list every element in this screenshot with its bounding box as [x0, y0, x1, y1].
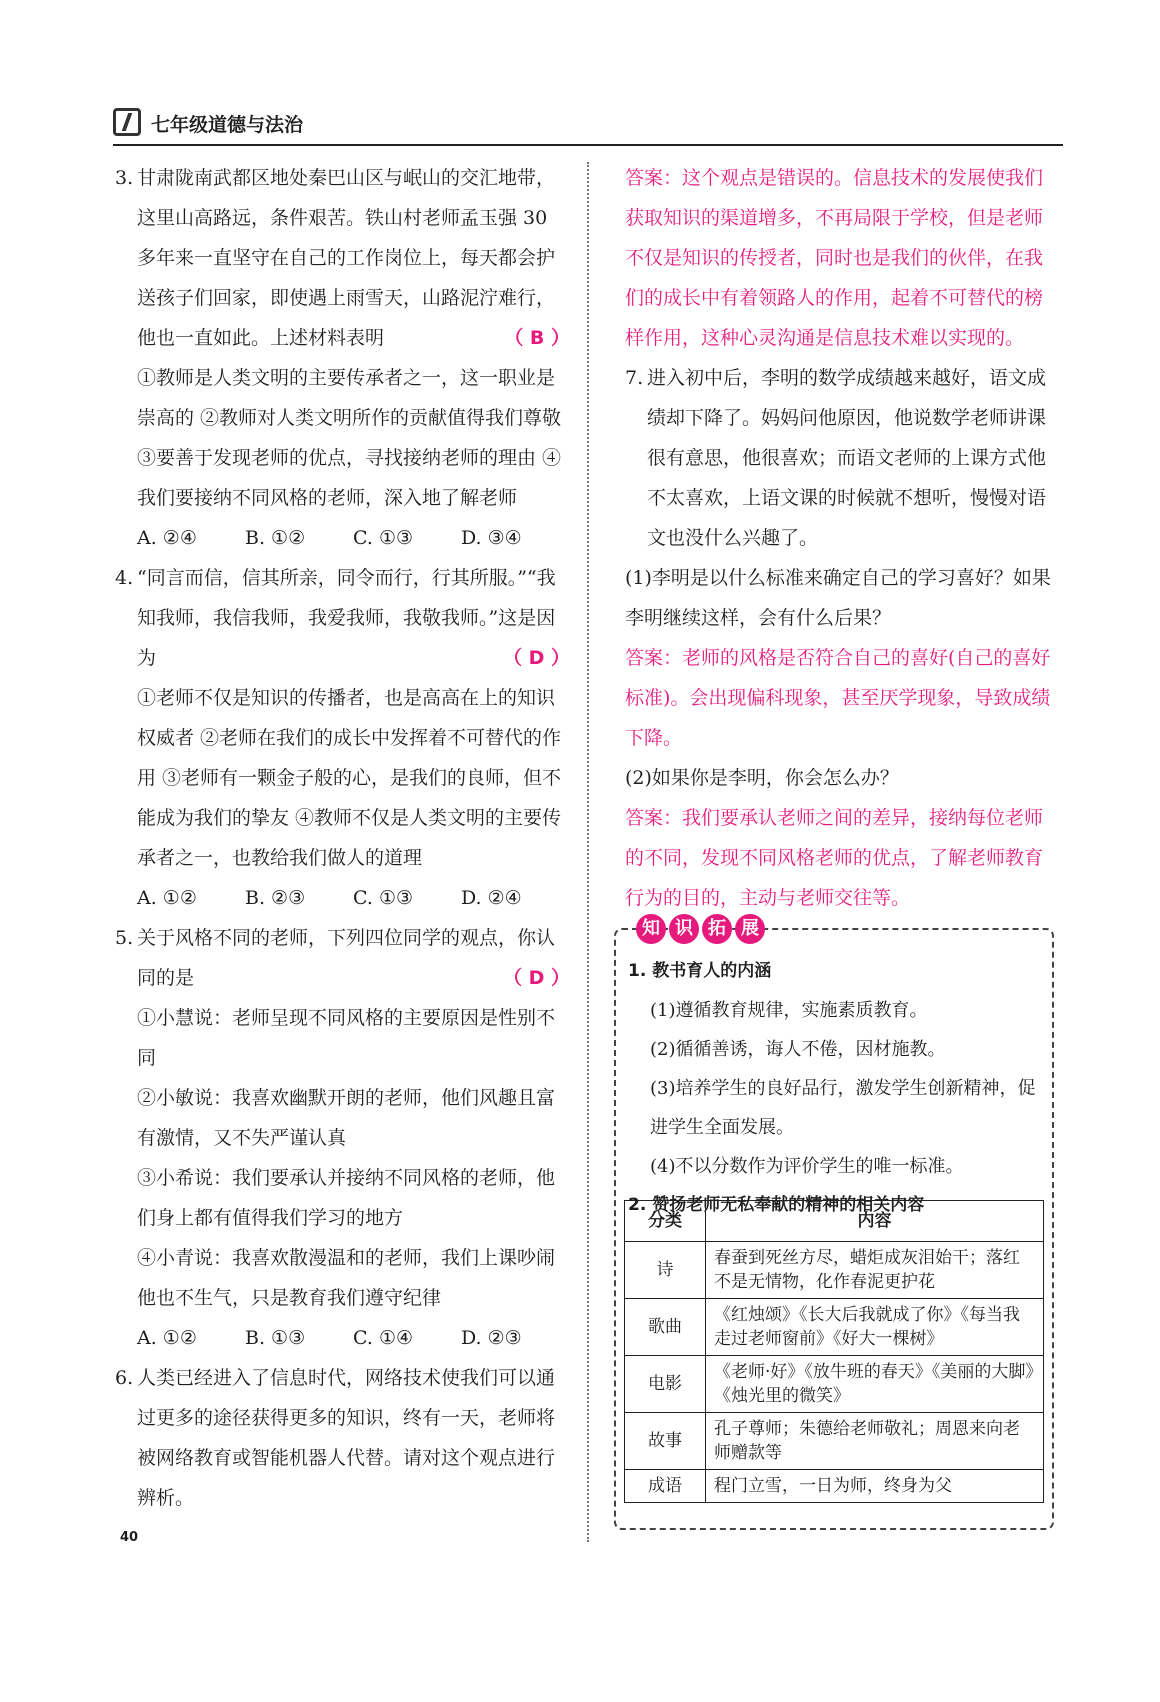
badge-char: 识	[669, 914, 699, 944]
table-cell: 程门立雪，一日为师，终身为父	[706, 1470, 1044, 1503]
option-3: ③小希说：我们要承认并接纳不同风格的老师，他们身上都有值得我们学习的地方	[137, 1167, 556, 1229]
page-header	[113, 108, 1063, 146]
extension-heading-1: 1. 教书育人的内涵	[628, 961, 772, 981]
choice-c: C. ①③	[353, 527, 414, 549]
badge-char: 展	[735, 914, 765, 944]
table-row	[625, 1242, 1044, 1299]
choice-b: B. ①②	[245, 527, 306, 549]
sub-answer-2: 答案：我们要承认老师之间的差异，接纳每位老师的不同，发现不同风格老师的优点，了解老师教育行为的目的，主动与老师交往等。	[625, 807, 1044, 909]
choice-c: C. ①④	[353, 1327, 414, 1349]
answer-choice: （ D ）	[502, 647, 570, 669]
table-row	[625, 1413, 1044, 1470]
choice-c: C. ①③	[353, 887, 414, 909]
answer-choice: （ B ）	[504, 327, 570, 349]
sub-question-1: (1)李明是以什么标准来确定自己的学习喜好？如果李明继续这样，会有什么后果？	[625, 567, 1051, 629]
option-1: ①小慧说：老师呈现不同风格的主要原因是性别不同	[137, 1007, 556, 1069]
choice-d: D. ②④	[461, 887, 522, 909]
question-7	[625, 358, 1060, 918]
choice-a: A. ①②	[137, 887, 197, 909]
extension-point: (4)不以分数作为评价学生的唯一标准。	[650, 1156, 964, 1177]
question-stem: “同言而信，信其所亲，同令而行，行其所服。”“我知我师，我信我师，我爱我师，我敬我师。”这是因为	[137, 567, 556, 669]
sub-answer-1: 答案：老师的风格是否符合自己的喜好(自己的喜好标准)。会出现偏科现象，甚至厌学现象，导致成绩下降。	[625, 647, 1051, 749]
choice-a: A. ①②	[137, 1327, 197, 1349]
table-header: 内容	[706, 1201, 1044, 1242]
option-4: ④小青说：我喜欢散漫温和的老师，我们上课吵闹他也不生气，只是教育我们遵守纪律	[137, 1247, 556, 1309]
question-number: 6.	[115, 1367, 134, 1389]
table-row	[625, 1299, 1044, 1356]
teacher-praise-table	[624, 1200, 1044, 1503]
extension-heading-2: 2. 赞扬老师无私奉献的精神的相关内容	[628, 1195, 925, 1215]
choice-d: D. ②③	[461, 1327, 522, 1349]
option-2: ②小敏说：我喜欢幽默开朗的老师，他们风趣且富有激情，又不失严谨认真	[137, 1087, 556, 1149]
badge-char: 拓	[702, 914, 732, 944]
table-cell: 故事	[625, 1413, 706, 1470]
column-divider	[587, 162, 589, 1542]
table-row	[625, 1470, 1044, 1503]
choice-d: D. ③④	[461, 527, 522, 549]
question-stem: 关于风格不同的老师，下列四位同学的观点，你认同的是	[137, 927, 556, 989]
question-6	[115, 1358, 570, 1518]
choice-row	[115, 518, 570, 558]
publisher-logo-icon	[113, 108, 141, 136]
table-cell: 歌曲	[625, 1299, 706, 1356]
question-4	[115, 558, 570, 918]
answer-choice: （ D ）	[502, 967, 570, 989]
table-cell: 孔子尊师；朱德给老师敬礼；周恩来向老师赠款等	[706, 1413, 1044, 1470]
sub-question-2: (2)如果你是李明，你会怎么办？	[625, 767, 899, 789]
question-3	[115, 158, 570, 558]
question-stem: 甘肃陇南武都区地处秦巴山区与岷山的交汇地带，这里山高路远，条件艰苦。铁山村老师孟玉强 30 多年来一直坚守在自己的工作岗位上，每天都会护送孩子们回家，即使遇上雨雪天，山路泥泞难行，他也一直如此。上述材料表明	[137, 167, 556, 349]
table-cell: 春蚕到死丝方尽，蜡炬成灰泪始干；落红不是无情物，化作春泥更护花	[706, 1242, 1044, 1299]
extension-point: (1)遵循教育规律，实施素质教育。	[650, 1000, 928, 1021]
choice-row	[115, 878, 570, 918]
extension-point: (2)循循善诱，诲人不倦，因材施教。	[650, 1039, 946, 1060]
question-stem: 进入初中后，李明的数学成绩越来越好，语文成绩却下降了。妈妈问他原因，他说数学老师讲课很有意思，他很喜欢；而语文老师的上课方式他不太喜欢，上语文课的时候就不想听，慢慢对语文也没什么兴趣了。	[647, 367, 1047, 549]
table-cell: 诗	[625, 1242, 706, 1299]
choice-row	[115, 1318, 570, 1358]
table-row	[625, 1356, 1044, 1413]
extension-badge	[636, 914, 765, 944]
page-number: 40	[120, 1530, 139, 1545]
choice-a: A. ②④	[137, 527, 197, 549]
question-number: 3.	[115, 167, 134, 189]
header-title: 七年级道德与法治	[151, 114, 304, 136]
table-header-row	[625, 1201, 1044, 1242]
badge-char: 知	[636, 914, 666, 944]
question-number: 4.	[115, 567, 134, 589]
question-stem: 人类已经进入了信息时代，网络技术使我们可以通过更多的途径获得更多的知识，终有一天，老师将被网络教育或智能机器人代替。请对这个观点进行辨析。	[137, 1367, 556, 1509]
choice-b: B. ①③	[245, 1327, 306, 1349]
q6-answer: 答案：这个观点是错误的。信息技术的发展使我们获取知识的渠道增多，不再局限于学校，但是老师不仅是知识的传授者，同时也是我们的伙伴，在我们的成长中有着领路人的作用，起着不可替代的榜样作用，这种心灵沟通是信息技术难以实现的。	[625, 167, 1044, 349]
question-number: 7.	[625, 367, 644, 389]
left-column	[115, 158, 570, 1518]
question-number: 5.	[115, 927, 134, 949]
table-cell: 电影	[625, 1356, 706, 1413]
table-cell: 《红烛颂》《长大后我就成了你》《每当我走过老师窗前》《好大一棵树》	[706, 1299, 1044, 1356]
table-header: 分类	[625, 1201, 706, 1242]
question-5	[115, 918, 570, 1358]
choice-b: B. ②③	[245, 887, 306, 909]
right-column	[625, 158, 1060, 918]
table-cell: 《老师·好》《放牛班的春天》《美丽的大脚》《烛光里的微笑》	[706, 1356, 1044, 1413]
question-options: ①老师不仅是知识的传播者，也是高高在上的知识权威者 ②老师在我们的成长中发挥着不可替代的作用 ③老师有一颗金子般的心，是我们的良师，但不能成为我们的挚友 ④教师不仅是人类文明的主要传承者之一，也教给我们做人的道理	[137, 687, 562, 869]
table-cell: 成语	[625, 1470, 706, 1503]
question-options: ①教师是人类文明的主要传承者之一，这一职业是崇高的 ②教师对人类文明所作的贡献值得我们尊敬 ③要善于发现老师的优点，寻找接纳老师的理由 ④我们要接纳不同风格的老师，深入地了解老师	[137, 367, 562, 509]
extension-point: (3)培养学生的良好品行，激发学生创新精神，促进学生全面发展。	[650, 1078, 1036, 1138]
